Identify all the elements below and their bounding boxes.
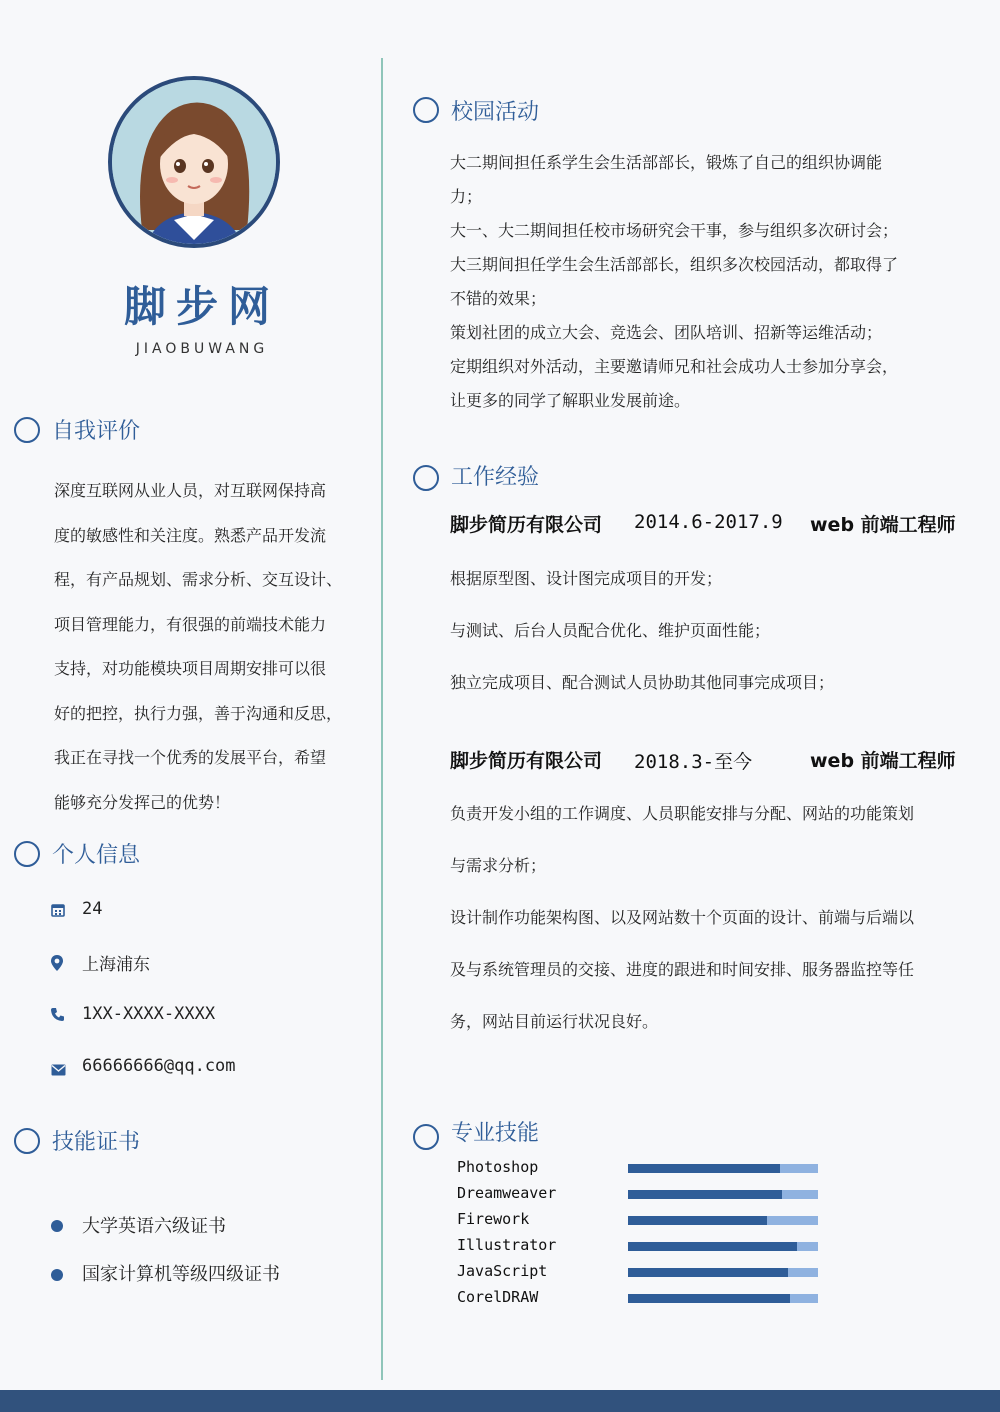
text-line: 及与系统管理员的交接、进度的跟进和时间安排、服务器监控等任 — [450, 960, 915, 979]
calendar-icon — [51, 902, 65, 921]
footer-bar — [0, 1390, 1000, 1412]
skill-name: Dreamweaver — [457, 1184, 557, 1202]
text-line: 支持，对功能模块项目周期安排可以很 — [54, 659, 327, 678]
text-line: 大三期间担任学生会生活部部长，组织多次校园活动，都取得了 — [450, 255, 899, 274]
text-line: 力； — [450, 187, 483, 206]
skill-bar-fill — [628, 1190, 782, 1199]
text-line: 大二期间担任系学生会生活部部长，锻炼了自己的组织协调能 — [450, 153, 883, 172]
skill-bar — [628, 1164, 818, 1173]
skill-bar-fill — [628, 1294, 790, 1303]
personal-info-title: 个人信息 — [52, 843, 141, 868]
person-name-pinyin: JIAOBUWANG — [135, 341, 269, 357]
section-circle-icon — [14, 1128, 40, 1154]
age-value: 24 — [82, 899, 103, 919]
text-line: 我正在寻找一个优秀的发展平台，希望 — [54, 748, 327, 767]
text-line: 程，有产品规划、需求分析、交互设计、 — [54, 570, 343, 589]
phone-icon — [50, 1007, 65, 1026]
section-circle-icon — [413, 1124, 439, 1150]
job-date: 2014.6-2017.9 — [634, 511, 783, 533]
text-line: 深度互联网从业人员，对互联网保持高 — [54, 481, 327, 500]
job-company: 脚步简历有限公司 — [450, 750, 603, 772]
section-circle-icon — [14, 417, 40, 443]
text-line: 定期组织对外活动，主要邀请师兄和社会成功人士参加分享会， — [450, 357, 899, 376]
text-line: 度的敏感性和关注度。熟悉产品开发流 — [54, 525, 327, 545]
column-divider — [381, 58, 383, 1380]
bullet-icon — [51, 1269, 63, 1281]
skill-bar — [628, 1190, 818, 1199]
section-circle-icon — [413, 465, 439, 491]
text-line: 能够充分发挥己的优势！ — [54, 792, 231, 812]
text-line: 独立完成项目、配合测试人员协助其他同事完成项目； — [450, 673, 835, 692]
work-title: 工作经验 — [451, 465, 540, 490]
text-line: 不错的效果； — [450, 289, 547, 308]
email-value: 66666666@qq.com — [82, 1056, 236, 1076]
text-line: 让更多的同学了解职业发展前途。 — [450, 391, 691, 410]
skill-bar — [628, 1294, 818, 1303]
section-circle-icon — [413, 97, 439, 123]
avatar — [108, 76, 280, 248]
skill-bar-fill — [628, 1268, 788, 1277]
job-role: web 前端工程师 — [810, 514, 956, 536]
skill-bar — [628, 1216, 818, 1225]
section-circle-icon — [14, 841, 40, 867]
job-role: web 前端工程师 — [810, 750, 956, 772]
skill-bar — [628, 1242, 818, 1251]
skill-bar-fill — [628, 1216, 767, 1225]
certificate-item: 国家计算机等级四级证书 — [82, 1264, 280, 1285]
location-value: 上海浦东 — [82, 955, 150, 975]
job-date: 2018.3-至今 — [634, 751, 753, 773]
phone-value: 1XX-XXXX-XXXX — [82, 1004, 216, 1024]
job-company: 脚步简历有限公司 — [450, 514, 603, 536]
text-line: 项目管理能力，有很强的前端技术能力 — [54, 614, 327, 634]
self-eval-title: 自我评价 — [52, 419, 141, 444]
certificate-item: 大学英语六级证书 — [82, 1216, 226, 1237]
text-line: 设计制作功能架构图、以及网站数十个页面的设计、前端与后端以 — [450, 908, 915, 927]
avatar-illustration — [112, 80, 276, 244]
skills-title: 专业技能 — [451, 1121, 540, 1146]
campus-title: 校园活动 — [451, 100, 540, 125]
text-line: 务，网站目前运行状况良好。 — [450, 1012, 659, 1031]
text-line: 大一、大二期间担任校市场研究会干事，参与组织多次研讨会； — [450, 221, 899, 240]
certificates-title: 技能证书 — [52, 1130, 141, 1155]
skill-name: Illustrator — [457, 1236, 557, 1254]
text-line: 与测试、后台人员配合优化、维护页面性能； — [450, 621, 771, 640]
skill-name: Firework — [457, 1210, 530, 1228]
person-name: 脚步网 — [123, 282, 280, 331]
location-pin-icon — [50, 954, 64, 976]
skill-name: JavaScript — [457, 1262, 548, 1280]
skill-bar-fill — [628, 1164, 780, 1173]
text-line: 负责开发小组的工作调度、人员职能安排与分配、网站的功能策划 — [450, 804, 915, 823]
skill-bar-fill — [628, 1242, 797, 1251]
text-line: 与需求分析； — [450, 856, 547, 875]
skill-name: CorelDRAW — [457, 1288, 539, 1306]
text-line: 好的把控，执行力强，善于沟通和反思， — [54, 703, 343, 723]
skill-bar — [628, 1268, 818, 1277]
text-line: 策划社团的成立大会、竞选会、团队培训、招新等运维活动； — [450, 323, 883, 342]
bullet-icon — [51, 1220, 63, 1232]
text-line: 根据原型图、设计图完成项目的开发； — [450, 569, 723, 588]
skill-name: Photoshop — [457, 1158, 539, 1176]
mail-icon — [51, 1061, 66, 1080]
